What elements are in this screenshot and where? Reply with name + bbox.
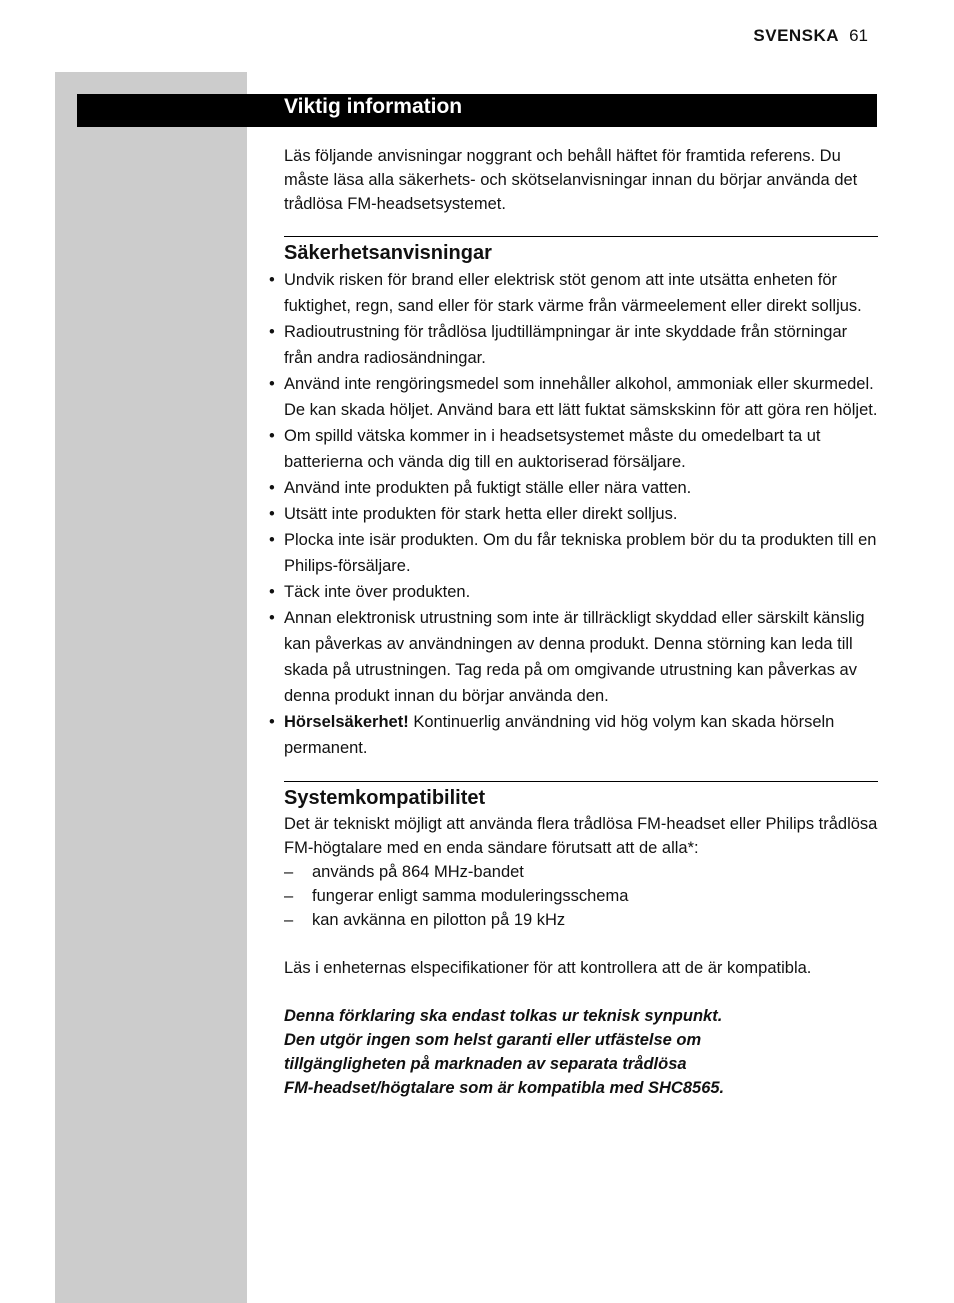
- compat-note: Läs i enheternas elspecifikationer för att kontrollera att de är kompatibla.: [284, 959, 812, 977]
- language-label: SVENSKA: [753, 26, 840, 45]
- disclaimer-line: FM-headset/högtalare som är kompatibla med SHC8565.: [284, 1079, 725, 1097]
- intro-paragraph: Läs följande anvisningar noggrant och behåll häftet för framtida referens. Du måste läsa alla säkerhets- och skötselanvisningar innan du börjar använda det trådlösa FM-headsetsystemet.: [284, 147, 858, 213]
- main-content: [269, 144, 878, 1100]
- list-item: • Utsätt inte produkten för stark hetta eller direkt solljus.: [284, 501, 878, 527]
- page-header: [753, 26, 868, 46]
- list-item: • Radioutrustning för trådlösa ljudtillämpningar är inte skyddade från störningar från andra radiosändningar.: [284, 319, 878, 371]
- gray-margin-band: [55, 72, 247, 1303]
- bullet-mark: •: [269, 583, 275, 601]
- safety-section: [269, 236, 878, 761]
- disclaimer-line: tillgängligheten på marknaden av separata trådlösa: [284, 1055, 687, 1073]
- bullet-mark: •: [269, 609, 275, 627]
- list-item: • Hörselsäkerhet! Kontinuerlig användning vid hög volym kan skada hörseln permanent.: [284, 709, 878, 761]
- list-item: – används på 864 MHz-bandet: [284, 860, 878, 884]
- dash-mark: –: [284, 911, 294, 929]
- list-item: • Undvik risken för brand eller elektrisk stöt genom att inte utsätta enheten för fuktighet, regn, sand eller för stark värme från värmeelement eller direkt solljus.: [284, 267, 878, 319]
- compat-heading: Systemkompatibilitet: [284, 787, 486, 809]
- bullet-mark: •: [269, 375, 275, 393]
- dash-mark: –: [284, 887, 294, 905]
- disclaimer: [284, 1004, 878, 1100]
- safety-heading: Säkerhetsanvisningar: [284, 242, 492, 264]
- page-title: Viktig information: [284, 95, 463, 118]
- bullet-mark: •: [269, 713, 275, 731]
- dash-mark: –: [284, 863, 294, 881]
- list-item: – kan avkänna en pilotton på 19 kHz: [284, 908, 878, 932]
- compat-list: [284, 860, 878, 932]
- disclaimer-line: Denna förklaring ska endast tolkas ur teknisk synpunkt.: [284, 1007, 723, 1025]
- section-divider: [284, 236, 878, 237]
- list-item: • Använd inte rengöringsmedel som innehåller alkohol, ammoniak eller skurmedel. De kan skada höljet. Använd bara ett lätt fuktat sämskskinn för att göra ren höljet.: [284, 371, 878, 423]
- safety-list: [269, 267, 878, 761]
- bullet-mark: •: [269, 479, 275, 497]
- bullet-mark: •: [269, 505, 275, 523]
- section-divider: [284, 781, 878, 782]
- list-item: • Använd inte produkten på fuktigt ställe eller nära vatten.: [284, 475, 878, 501]
- title-bar: [77, 94, 877, 127]
- list-item: – fungerar enligt samma moduleringsschema: [284, 884, 878, 908]
- list-item: • Om spilld vätska kommer in i headsetsystemet måste du omedelbart ta ut batterierna och vända dig till en auktoriserad försäljare.: [284, 423, 878, 475]
- page-number: 61: [849, 26, 868, 45]
- bullet-mark: •: [269, 271, 275, 289]
- list-item: • Annan elektronisk utrustning som inte är tillräckligt skyddad eller särskilt känslig kan påverkas av användningen av denna produkt. Denna störning kan leda till skada på utrustningen. Tag reda på om omgivande utrustning kan påverkas av denna produkt innan du börjar använda den.: [284, 605, 878, 709]
- bullet-mark: •: [269, 531, 275, 549]
- disclaimer-line: Den utgör ingen som helst garanti eller utfästelse om: [284, 1031, 702, 1049]
- compat-intro: Det är tekniskt möjligt att använda flera trådlösa FM-headset eller Philips trådlösa FM-högtalare med en enda sändare förutsatt att de alla*:: [284, 815, 878, 857]
- bullet-mark: •: [269, 427, 275, 445]
- list-item: • Plocka inte isär produkten. Om du får tekniska problem bör du ta produkten till en Philips-försäljare.: [284, 527, 878, 579]
- bullet-mark: •: [269, 323, 275, 341]
- hearing-safety-label: Hörselsäkerhet!: [284, 713, 409, 731]
- list-item: • Täck inte över produkten.: [284, 579, 878, 605]
- compat-section: [284, 781, 878, 1100]
